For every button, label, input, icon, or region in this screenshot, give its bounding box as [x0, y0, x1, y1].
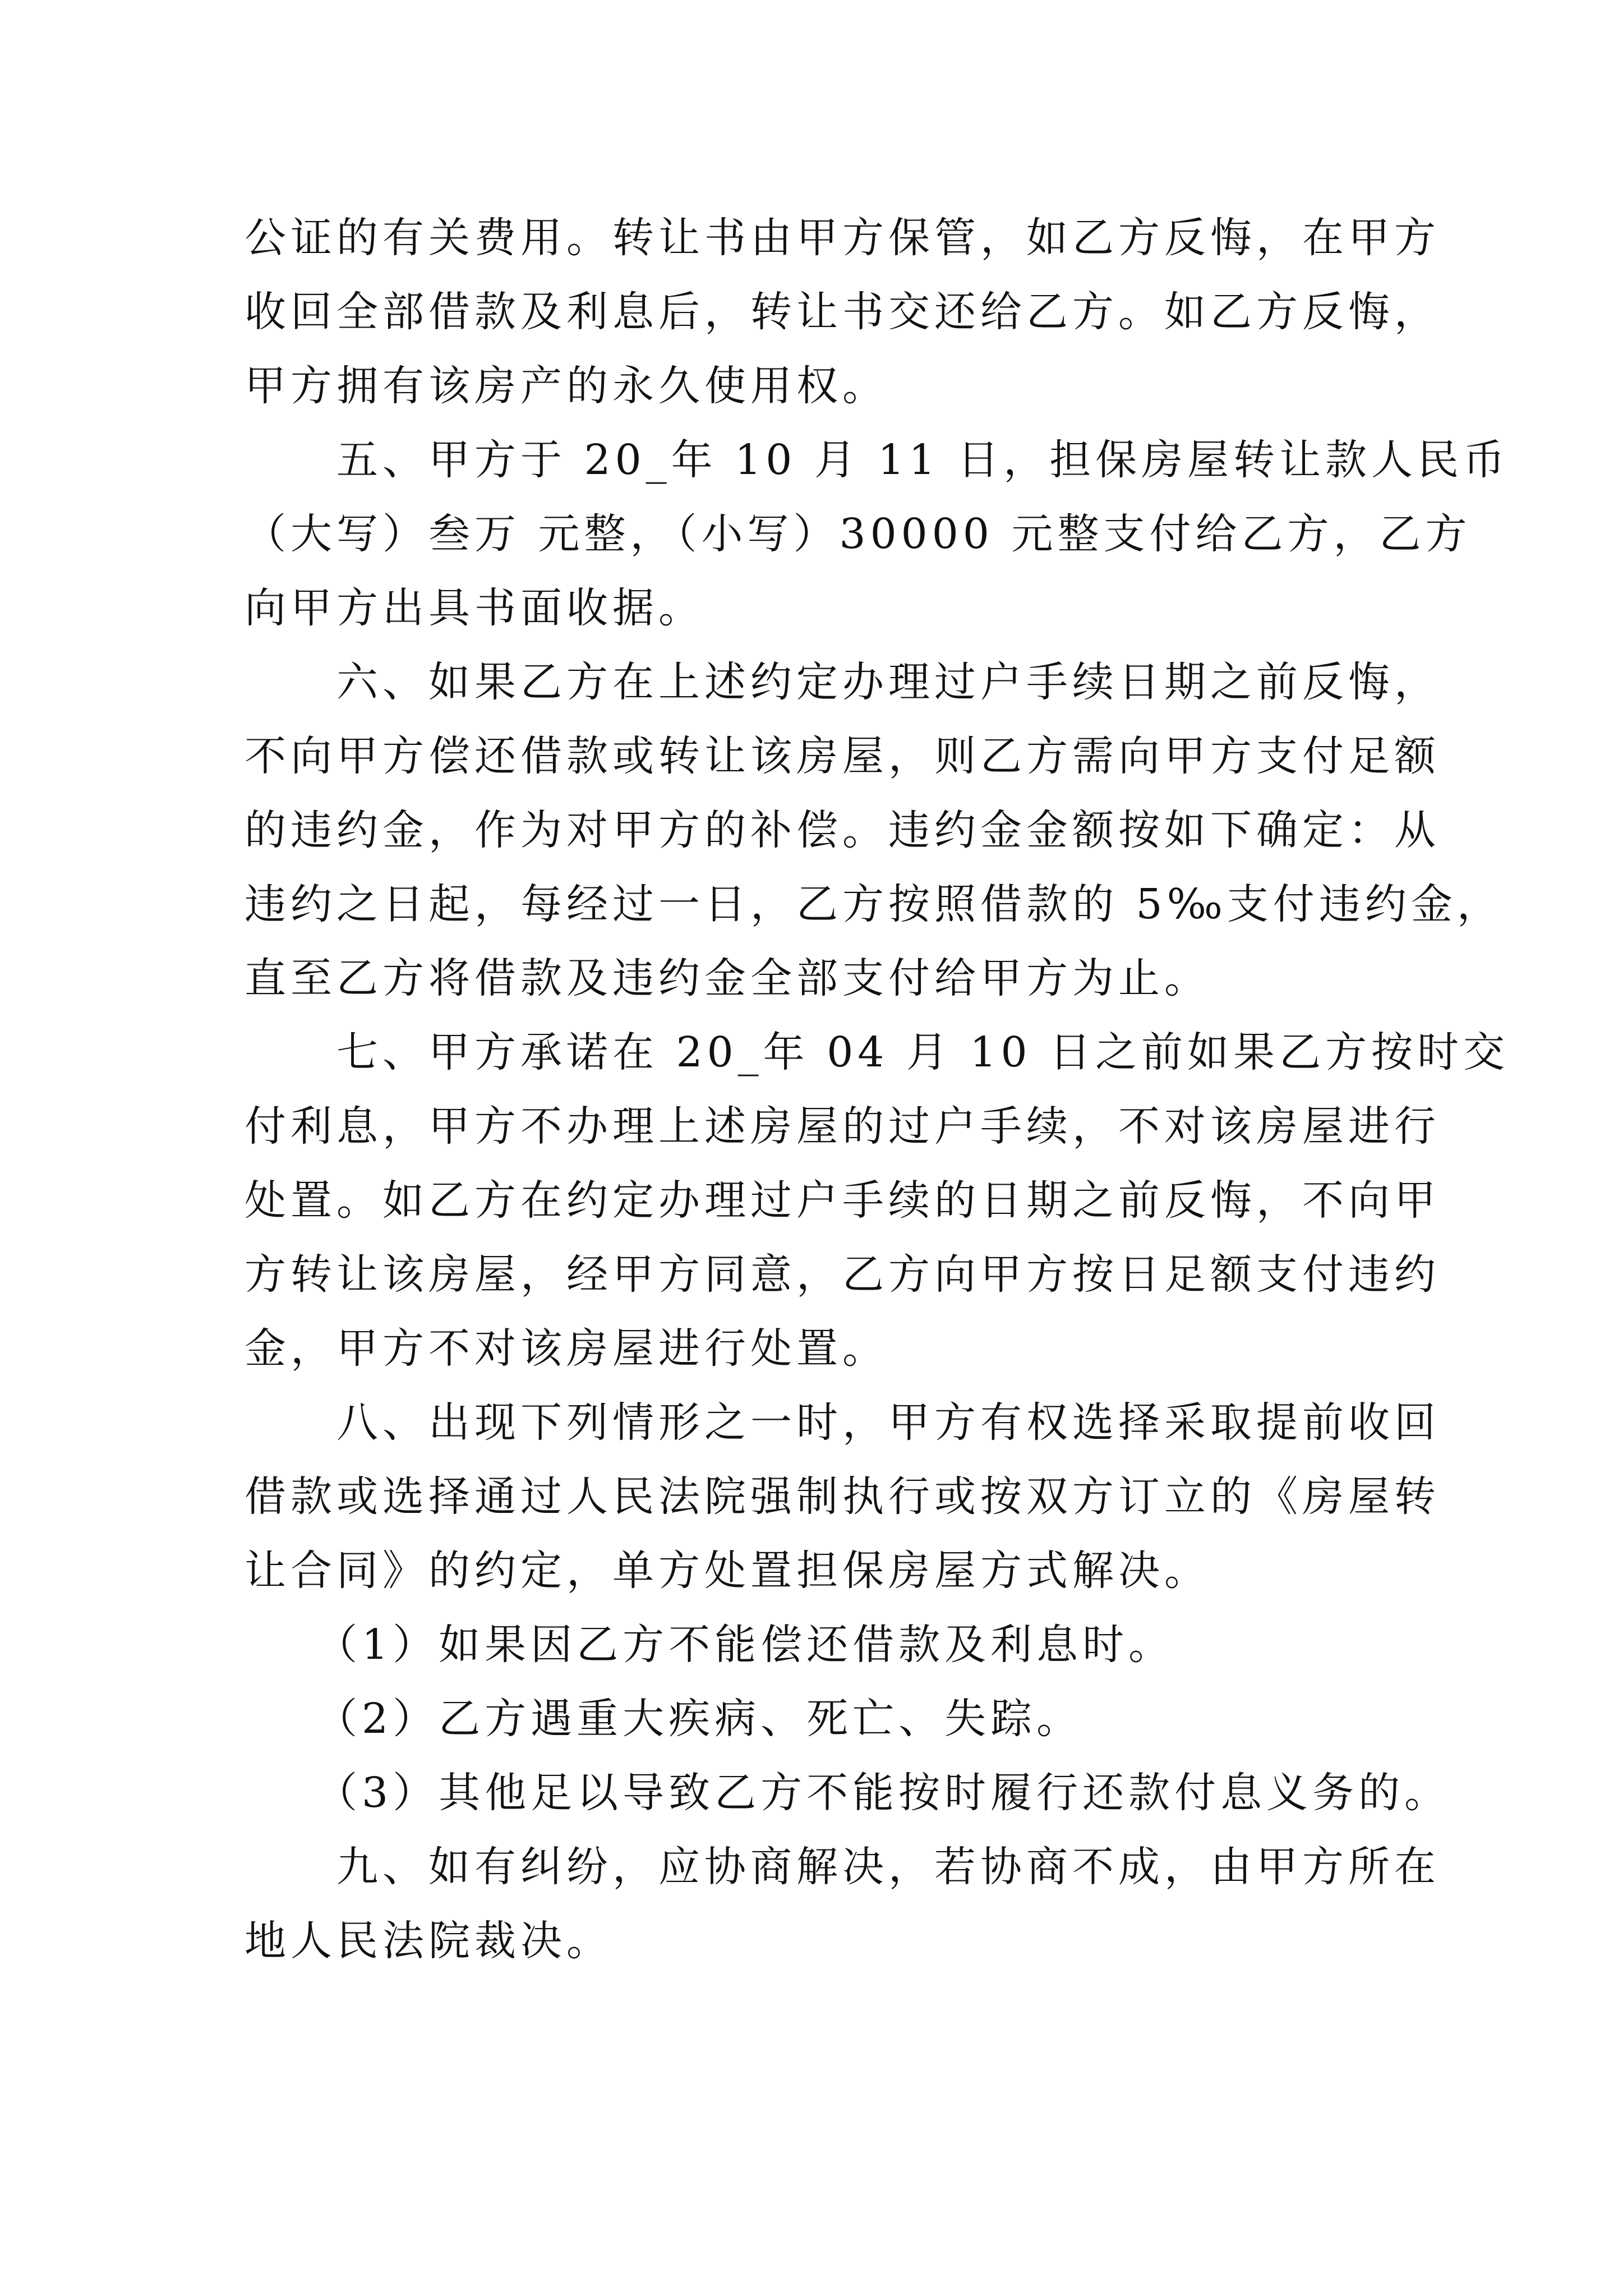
text-line: 七、甲方承诺在 20_年 04 月 10 日之前如果乙方按时交 [245, 1028, 1510, 1076]
text-line: 金，甲方不对该房屋进行处置。 [245, 1324, 888, 1373]
paragraph-continuation [245, 201, 1440, 423]
document-body [245, 201, 1510, 1978]
text-line: 违约之日起，每经过一日，乙方按照借款的 5‰支付违约金， [245, 880, 1503, 928]
text-line: 收回全部借款及利息后，转让书交还给乙方。如乙方反悔， [245, 288, 1440, 336]
text-line: 公证的有关费用。转让书由甲方保管，如乙方反悔，在甲方 [245, 214, 1440, 262]
clause-nine [245, 1830, 1440, 1978]
list-item: （3）其他足以导致乙方不能按时履行还款付息义务的。 [245, 1769, 1451, 1817]
text-line: 的违约金，作为对甲方的补偿。违约金金额按如下确定：从 [245, 806, 1440, 854]
text-line: 让合同》的约定，单方处置担保房屋方式解决。 [245, 1547, 1210, 1595]
clause-eight [245, 1386, 1451, 1830]
clause-five [245, 423, 1510, 645]
text-line: 处置。如乙方在约定办理过户手续的日期之前反悔，不向甲 [245, 1176, 1440, 1225]
text-line: 不向甲方偿还借款或转让该房屋，则乙方需向甲方支付足额 [245, 732, 1440, 780]
text-line: 五、甲方于 20_年 10 月 11 日，担保房屋转让款人民币 [245, 436, 1510, 484]
list-item: （2）乙方遇重大疾病、死亡、失踪。 [245, 1695, 1083, 1743]
clause-six [245, 645, 1503, 1015]
text-line: （大写）叁万 元整，（小写）30000 元整支付给乙方，乙方 [245, 510, 1472, 558]
text-line: 借款或选择通过人民法院强制执行或按双方订立的《房屋转 [245, 1473, 1440, 1521]
text-line: 六、如果乙方在上述约定办理过户手续日期之前反悔， [245, 658, 1440, 706]
text-line: 方转让该房屋，经甲方同意，乙方向甲方按日足额支付违约 [245, 1250, 1440, 1299]
text-line: 八、出现下列情形之一时，甲方有权选择采取提前收回 [245, 1398, 1440, 1447]
text-line: 直至乙方将借款及违约金全部支付给甲方为止。 [245, 954, 1210, 1002]
text-line: 向甲方出具书面收据。 [245, 584, 704, 632]
text-line: 甲方拥有该房产的永久使用权。 [245, 362, 888, 410]
text-line: 付利息，甲方不办理上述房屋的过户手续，不对该房屋进行 [245, 1102, 1440, 1151]
clause-seven [245, 1015, 1510, 1386]
text-line: 九、如有纠纷，应协商解决，若协商不成，由甲方所在 [245, 1843, 1440, 1891]
text-line: 地人民法院裁决。 [245, 1917, 612, 1965]
list-item: （1）如果因乙方不能偿还借款及利息时。 [245, 1621, 1175, 1669]
